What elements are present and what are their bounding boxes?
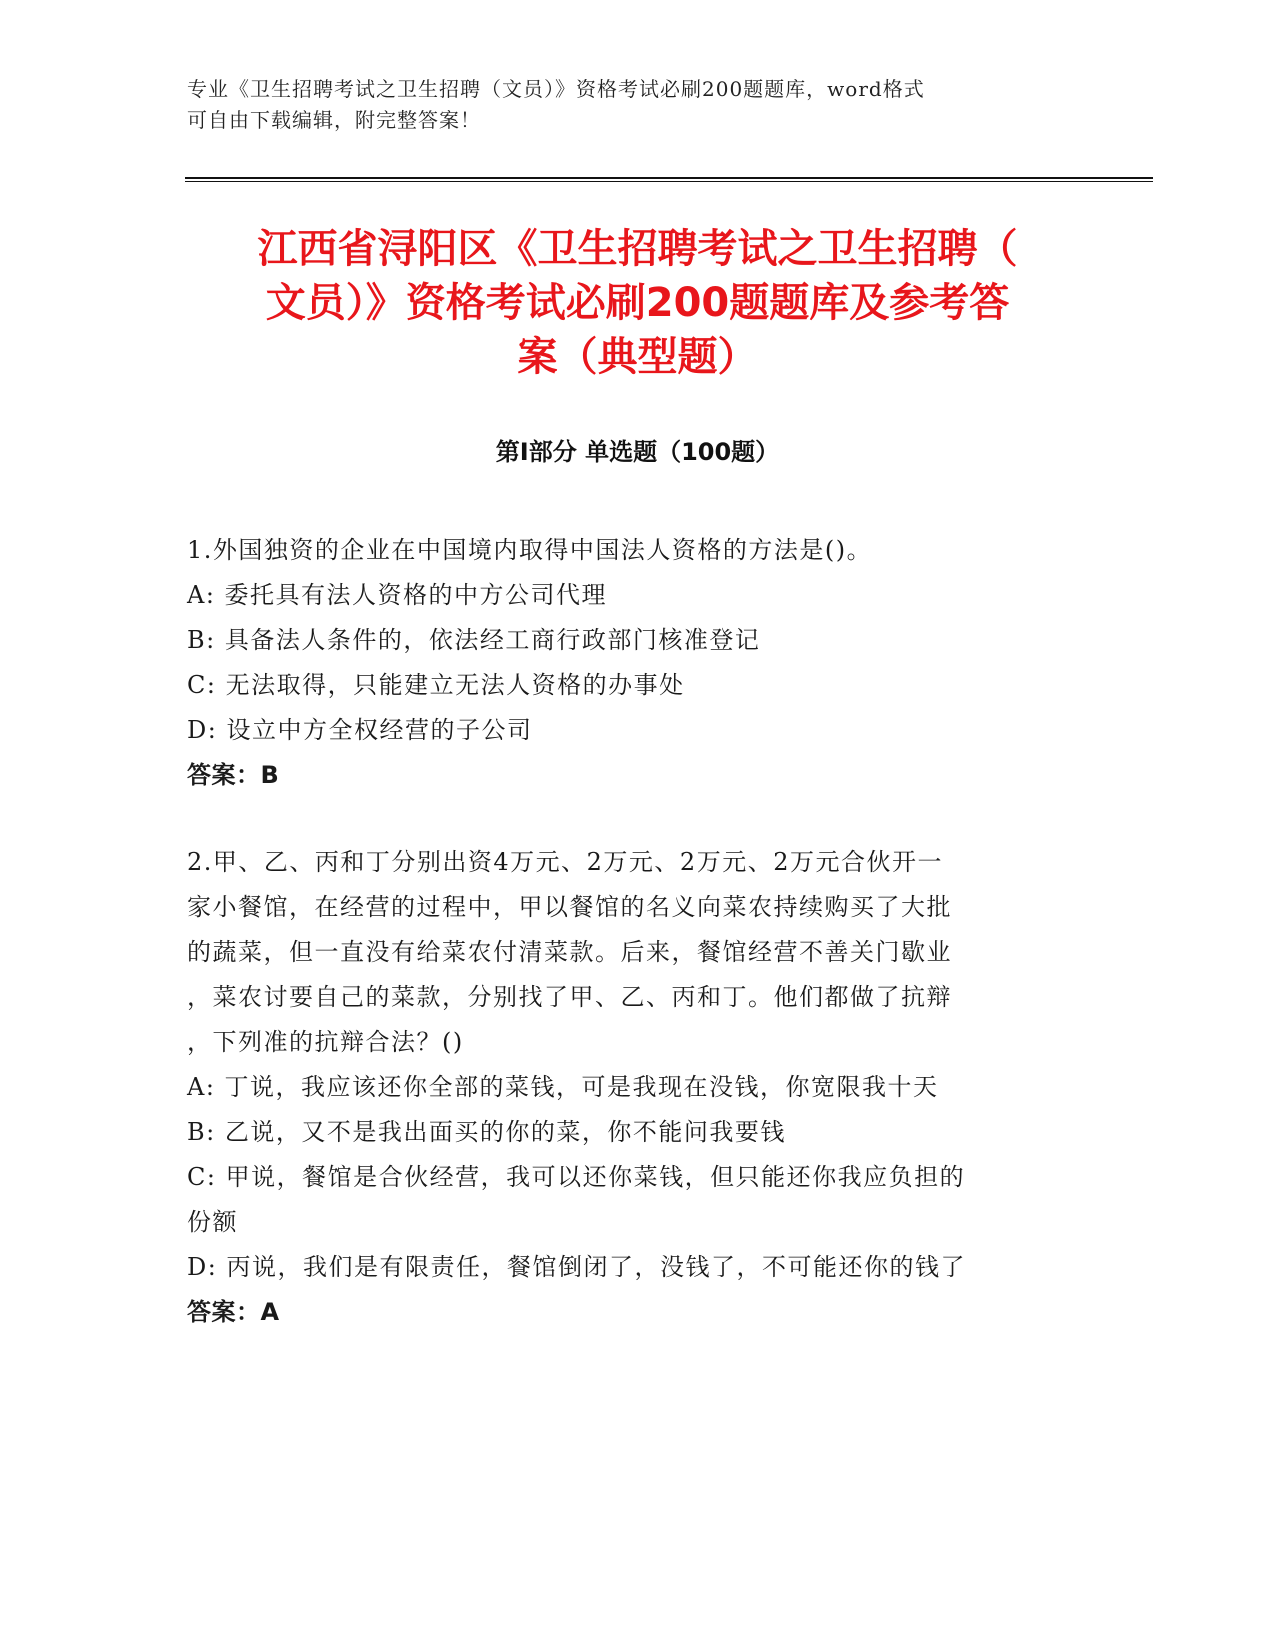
option-d: D: 设立中方全权经营的子公司 bbox=[187, 716, 533, 744]
section-heading: 第Ⅰ部分 单选题（100题） bbox=[495, 438, 780, 466]
option-a: A: 丁说，我应该还你全部的菜钱，可是我现在没钱，你宽限我十天 bbox=[187, 1073, 939, 1101]
question-stem: 家小餐馆，在经营的过程中，甲以餐馆的名义向菜农持续购买了大批 bbox=[187, 893, 952, 921]
answer-line: 答案：B bbox=[187, 761, 280, 789]
option-b: B: 乙说，又不是我出面买的你的菜，你不能问我要钱 bbox=[187, 1118, 786, 1146]
question-block-2 bbox=[187, 840, 1087, 1335]
header-divider-thick bbox=[185, 177, 1153, 179]
question-stem: 的蔬菜，但一直没有给菜农付清菜款。后来，餐馆经营不善关门歇业 bbox=[187, 938, 952, 966]
question-stem: 1.外国独资的企业在中国境内取得中国法人资格的方法是()。 bbox=[187, 536, 873, 564]
option-b: B: 具备法人条件的，依法经工商行政部门核准登记 bbox=[187, 626, 761, 654]
title-line: 江西省浔阳区《卫生招聘考试之卫生招聘（ bbox=[257, 226, 1018, 272]
header-note bbox=[187, 74, 1067, 136]
answer-line: 答案：A bbox=[187, 1298, 280, 1326]
header-note-line: 可自由下载编辑，附完整答案！ bbox=[187, 108, 481, 132]
title-line: 文员）》资格考试必刷200题题库及参考答 bbox=[265, 280, 1010, 326]
header-divider-thin bbox=[185, 181, 1153, 182]
header-note-line: 专业《卫生招聘考试之卫生招聘（文员）》资格考试必刷200题题库，word格式 bbox=[187, 77, 925, 101]
question-block-1 bbox=[187, 528, 1087, 798]
option-c: C: 无法取得，只能建立无法人资格的办事处 bbox=[187, 671, 685, 699]
question-stem: ，菜农讨要自己的菜款，分别找了甲、乙、丙和丁。他们都做了抗辩 bbox=[187, 983, 952, 1011]
question-stem: ，下列准的抗辩合法？() bbox=[187, 1028, 464, 1056]
option-a: A: 委托具有法人资格的中方公司代理 bbox=[187, 581, 608, 609]
option-c: C: 甲说，餐馆是合伙经营，我可以还你菜钱，但只能还你我应负担的 bbox=[187, 1163, 966, 1191]
option-d: D: 丙说，我们是有限责任，餐馆倒闭了，没钱了，不可能还你的钱了 bbox=[187, 1253, 966, 1281]
title-line: 案（典型题） bbox=[517, 334, 758, 380]
question-stem: 2.甲、乙、丙和丁分别出资4万元、2万元、2万元、2万元合伙开一 bbox=[187, 848, 943, 876]
document-title bbox=[150, 222, 1125, 384]
option-c-continued: 份额 bbox=[187, 1208, 238, 1236]
